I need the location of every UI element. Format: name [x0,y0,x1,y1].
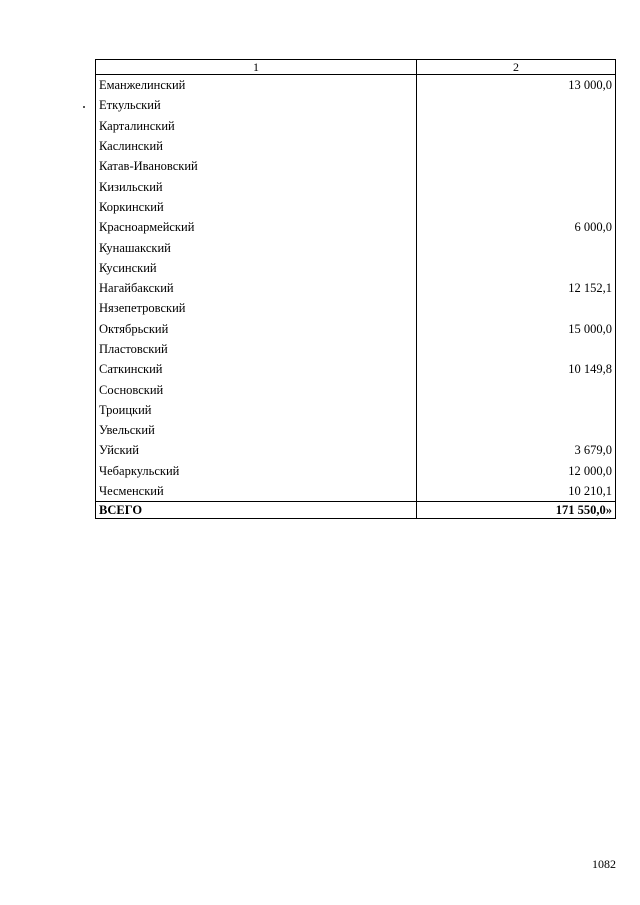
district-name-cell: Саткинский [96,359,417,379]
district-name-cell: Коркинский [96,197,417,217]
table-row [96,319,616,339]
table-row [96,136,616,156]
table-row [96,298,616,318]
district-name-cell: Кизильский [96,176,417,196]
amount-cell [417,379,616,399]
district-name-cell: Сосновский [96,379,417,399]
total-value: 171 550,0» [417,502,616,519]
table-row [96,176,616,196]
district-name-cell: Увельский [96,420,417,440]
amount-cell: 12 000,0 [417,461,616,481]
table-row [96,156,616,176]
district-name-cell: Красноармейский [96,217,417,237]
amount-cell [417,156,616,176]
district-name-cell: Троицкий [96,400,417,420]
table-row [96,481,616,502]
total-label: ВСЕГО [96,502,417,519]
table-row [96,461,616,481]
table-header-row [96,60,616,75]
table-row [96,217,616,237]
amount-cell [417,176,616,196]
table-row [96,440,616,460]
scan-speck [83,106,85,108]
table-row [96,75,616,96]
amount-cell [417,237,616,257]
table-row [96,197,616,217]
amount-cell: 10 149,8 [417,359,616,379]
table-row [96,379,616,399]
amount-cell [417,197,616,217]
table-row [96,258,616,278]
table-row [96,95,616,115]
district-name-cell: Пластовский [96,339,417,359]
amount-cell [417,339,616,359]
amount-cell [417,298,616,318]
table-row [96,359,616,379]
table-row [96,400,616,420]
districts-table [95,59,616,519]
amount-cell: 12 152,1 [417,278,616,298]
amount-cell [417,136,616,156]
amount-cell: 10 210,1 [417,481,616,502]
amount-cell: 3 679,0 [417,440,616,460]
amount-cell [417,400,616,420]
total-row [96,502,616,519]
table-row [96,339,616,359]
district-name-cell: Кунашакский [96,237,417,257]
column-header-2: 2 [417,60,616,75]
amount-cell [417,116,616,136]
district-name-cell: Еткульский [96,95,417,115]
district-name-cell: Кусинский [96,258,417,278]
table-row [96,237,616,257]
amount-cell [417,420,616,440]
table-row [96,278,616,298]
district-name-cell: Каслинский [96,136,417,156]
amount-cell [417,258,616,278]
district-name-cell: Уйский [96,440,417,460]
amount-cell [417,95,616,115]
district-name-cell: Октябрьский [96,319,417,339]
district-name-cell: Чебаркульский [96,461,417,481]
column-header-1: 1 [96,60,417,75]
district-name-cell: Карталинский [96,116,417,136]
page-number: 1082 [592,857,616,871]
amount-cell: 15 000,0 [417,319,616,339]
district-name-cell: Чесменский [96,481,417,502]
district-name-cell: Нагайбакский [96,278,417,298]
amount-cell: 13 000,0 [417,75,616,96]
district-name-cell: Катав-Ивановский [96,156,417,176]
amount-cell: 6 000,0 [417,217,616,237]
table-row [96,116,616,136]
table-row [96,420,616,440]
district-name-cell: Еманжелинский [96,75,417,96]
district-name-cell: Нязепетровский [96,298,417,318]
